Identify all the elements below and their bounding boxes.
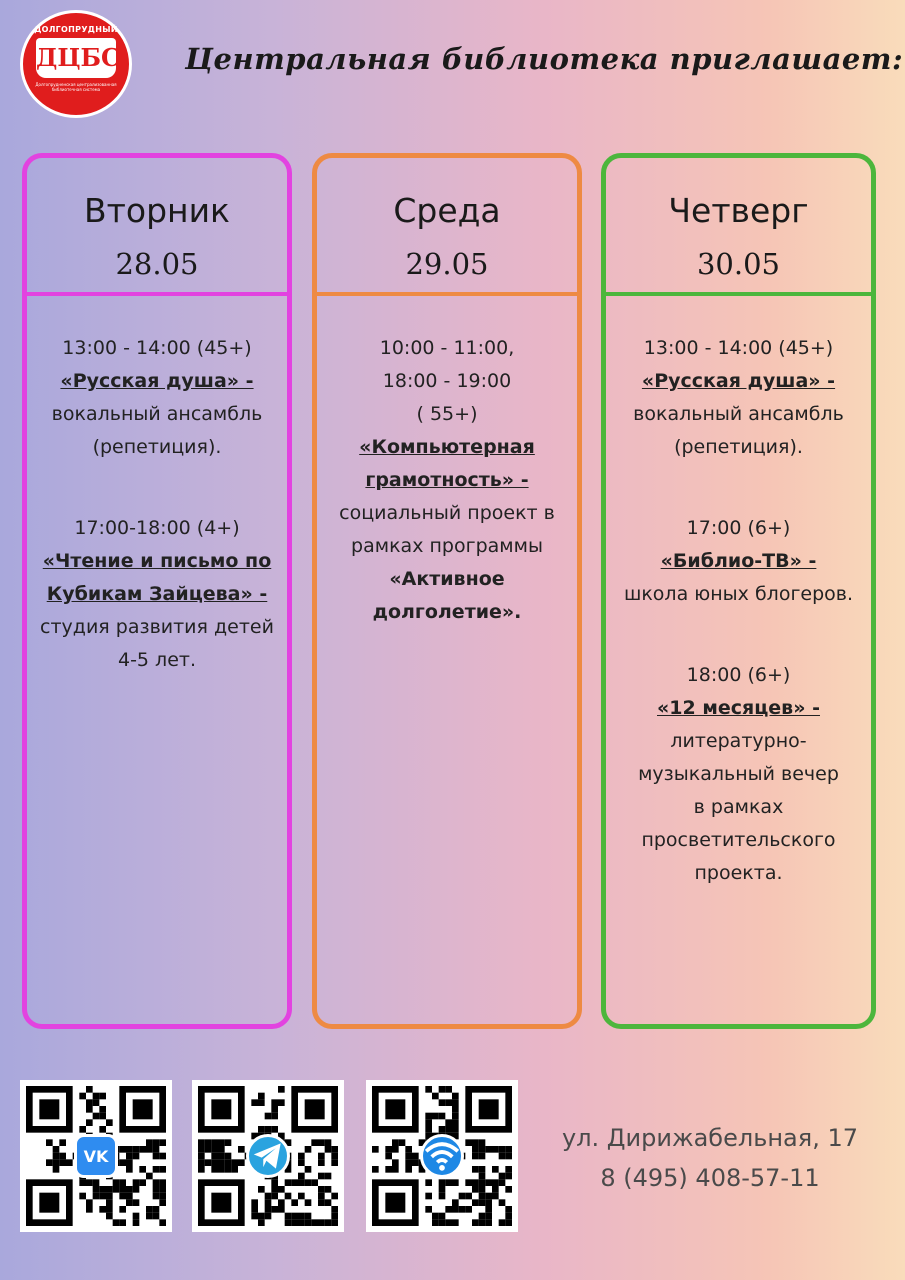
event-description: вокальный ансамбль xyxy=(633,403,844,425)
event-title: «12 месяцев» - xyxy=(657,697,820,719)
day-column xyxy=(601,153,876,1029)
event xyxy=(31,332,283,464)
event-list xyxy=(606,296,871,890)
address: ул. Дирижабельная, 17 xyxy=(562,1124,858,1152)
event-description: в рамках xyxy=(693,796,784,818)
wifi-icon xyxy=(420,1134,464,1178)
event xyxy=(610,659,867,890)
event xyxy=(321,332,573,629)
event-time: 13:00 - 14:00 (45+) xyxy=(62,337,252,359)
logo-mark: ДЦБС xyxy=(36,38,116,78)
event-title: «Компьютерная грамотность» - xyxy=(359,436,535,491)
page-title: Центральная библиотека приглашает: xyxy=(185,42,904,76)
program-title: «Активное долголетие». xyxy=(372,568,522,623)
day-name: Среда xyxy=(393,191,501,230)
qr-code-telegram[interactable] xyxy=(192,1080,344,1232)
event-description: рамках программы xyxy=(351,535,543,557)
event-description: 4-5 лет. xyxy=(117,649,196,671)
phone[interactable]: 8 (495) 408-57-11 xyxy=(600,1164,820,1192)
event-description: (репетиция). xyxy=(92,436,222,458)
qr-code-wifi[interactable] xyxy=(366,1080,518,1232)
day-column xyxy=(22,153,292,1029)
day-header xyxy=(317,158,577,296)
day-date: 29.05 xyxy=(405,247,489,281)
logo-subtitle: Долгопрудненская централизованная библиотечная система xyxy=(35,82,117,92)
event-description: музыкальный вечер xyxy=(638,763,839,785)
day-date: 30.05 xyxy=(696,247,781,281)
day-header xyxy=(27,158,287,296)
event-description: (репетиция). xyxy=(674,436,803,458)
telegram-icon xyxy=(246,1134,290,1178)
qr-code-vk[interactable] xyxy=(20,1080,172,1232)
day-header xyxy=(606,158,871,296)
event-title: «Библио-ТВ» - xyxy=(660,550,817,572)
day-column xyxy=(312,153,582,1029)
event-time: ( 55+) xyxy=(416,403,478,425)
event-description: школа юных блогеров. xyxy=(623,583,854,605)
event-title: «Русская душа» - xyxy=(641,370,836,392)
event-time: 17:00 (6+) xyxy=(686,517,791,539)
event-time: 18:00 - 19:00 xyxy=(382,370,512,392)
event-time: 13:00 - 14:00 (45+) xyxy=(643,337,834,359)
event-title: «Русская душа» - xyxy=(60,370,254,392)
day-name: Вторник xyxy=(84,191,230,230)
event xyxy=(610,512,867,611)
contacts xyxy=(545,1118,875,1198)
event-list xyxy=(317,296,577,629)
library-logo xyxy=(20,10,132,118)
event-description: литературно- xyxy=(670,730,807,752)
event-description: просветительского xyxy=(641,829,836,851)
event-time: 17:00-18:00 (4+) xyxy=(74,517,240,539)
day-name: Четверг xyxy=(668,191,809,230)
day-date: 28.05 xyxy=(115,247,199,281)
event-time: 10:00 - 11:00, xyxy=(379,337,515,359)
event-list xyxy=(27,296,287,677)
event xyxy=(610,332,867,464)
logo-city: ДОЛГОПРУДНЫЙ xyxy=(34,25,118,34)
event-description: студия развития детей xyxy=(40,616,274,638)
event-description: социальный проект в xyxy=(339,502,555,524)
event xyxy=(31,512,283,677)
event-time: 18:00 (6+) xyxy=(686,664,791,686)
event-title: «Чтение и письмо по Кубикам Зайцева» - xyxy=(42,550,272,605)
event-description: вокальный ансамбль xyxy=(51,403,263,425)
vk-icon: VK xyxy=(74,1134,118,1178)
event-description: проекта. xyxy=(694,862,783,884)
